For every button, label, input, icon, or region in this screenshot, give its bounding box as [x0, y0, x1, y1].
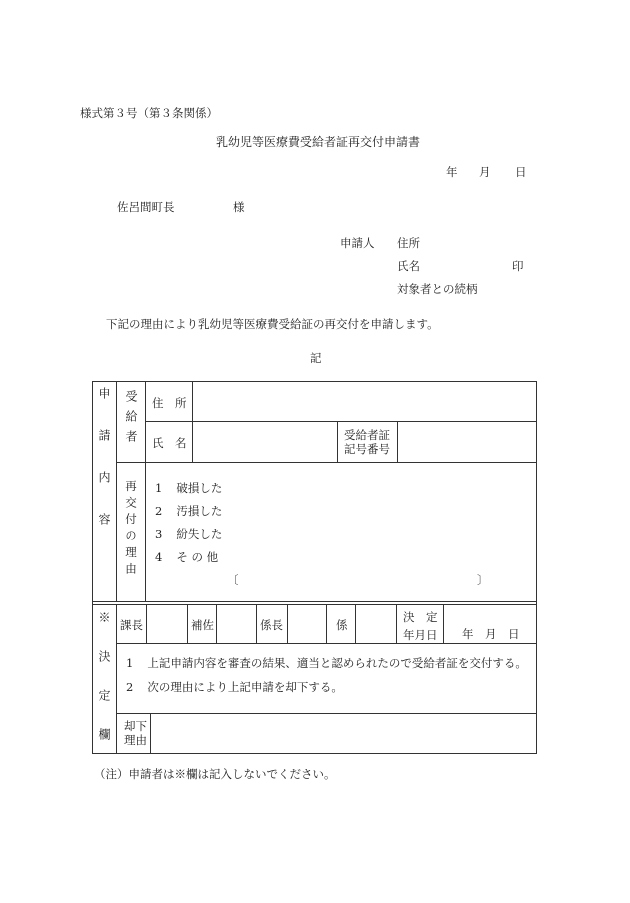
form-number: 様式第３号（第３条関係） — [80, 106, 218, 120]
decision-date-value: 年 月 日 — [462, 627, 520, 641]
footnote: （注）申請者は※欄は記入しないでください。 — [94, 767, 336, 781]
role-kacho: 課長 — [120, 618, 143, 632]
bracket-open: 〔 — [227, 573, 239, 587]
seal-mark: 印 — [512, 259, 524, 273]
reason-item: 1 破損した — [155, 481, 223, 495]
reason-item: 2 汚損した — [155, 504, 223, 518]
ki-heading: 記 — [310, 351, 322, 365]
decision-item: 1 上記申請内容を審査の結果、適当と認められたので受給者証を交付する。 — [126, 656, 527, 670]
date-day-label: 日 — [515, 165, 527, 179]
date-year-label: 年 — [446, 165, 458, 179]
applicant-relation-label: 対象者との続柄 — [397, 282, 478, 296]
decision-date-label: 決 定 年月日 — [403, 610, 438, 642]
role-kakari: 係 — [336, 618, 348, 632]
role-kakaricho: 係長 — [260, 618, 283, 632]
reason-item: 4 そ の 他 — [155, 550, 219, 564]
role-hosa: 補佐 — [191, 618, 214, 632]
honorific: 様 — [233, 200, 245, 214]
name-label: 氏 名 — [152, 436, 187, 450]
decision-column-label: ※決定欄 — [97, 611, 111, 767]
addressee: 佐呂間町長 — [117, 200, 175, 214]
request-statement: 下記の理由により乳幼児等医療費受給証の再交付を申請します。 — [106, 317, 439, 331]
reissue-reason-label: 再交付の理由 — [124, 480, 138, 579]
apply-content-label: 申請内容 — [97, 387, 111, 555]
applicant-name-label: 氏名 — [397, 259, 420, 273]
recipient-label: 受給者 — [124, 390, 138, 450]
applicant-address-label: 住所 — [397, 236, 420, 250]
date-month-label: 月 — [479, 165, 491, 179]
address-label: 住 所 — [152, 396, 187, 410]
document-title: 乳幼児等医療費受給者証再交付申請書 — [216, 135, 421, 149]
bracket-close: 〕 — [477, 573, 489, 587]
cert-number-label: 受給者証 記号番号 — [344, 428, 390, 456]
reason-item: 3 紛失した — [155, 527, 223, 541]
applicant-label: 申請人 — [340, 236, 375, 250]
rejection-reason-label: 却下 理由 — [124, 719, 147, 747]
decision-item: 2 次の理由により上記申請を却下する。 — [126, 680, 343, 694]
